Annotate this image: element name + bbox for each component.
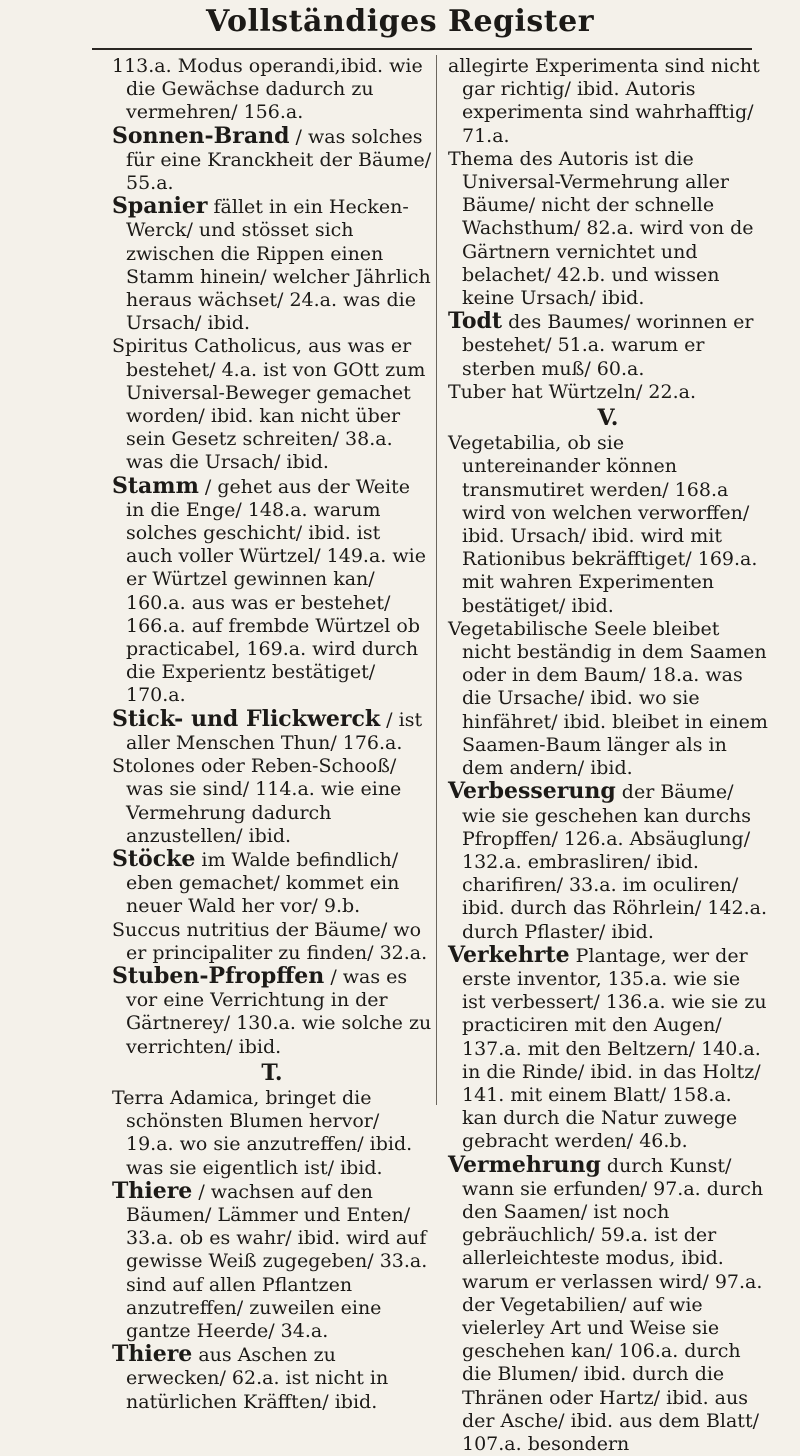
entry-text: / gehet aus der Weite in die Enge/ 148.a. warum solches geschicht/ ibid. ist auch voller Würtzel/ 149.a. wie er Würtzel gewinnen kan/ 160.a. aus was er bestehet/ 166.a. auf frembde Würtzel ob practicabel, 169.a. wird durch die Experientz bestätiget/ 170.a. <box>126 475 426 707</box>
entry-text: Stolones oder Reben-Schooß/ was sie sind/ 114.a. wie eine Vermehrung dadurch anzustellen/ ibid. <box>112 755 402 847</box>
index-entry <box>112 1177 432 1343</box>
index-entry <box>112 472 432 708</box>
entry-text: / was solches für eine Kranckheit der Bäume/ 55.a. <box>126 125 432 195</box>
index-entry <box>112 705 432 755</box>
entry-text: im Walde befindlich/ eben gemachet/ kommet ein neuer Wald her vor/ 9.b. <box>126 848 400 918</box>
entry-text: aus Aschen zu erwecken/ 62.a. ist nicht in natürlichen Kräfften/ ibid. <box>126 1344 389 1413</box>
section-letter: T. <box>261 1059 283 1086</box>
index-entry <box>112 919 432 965</box>
index-entry <box>112 1343 432 1414</box>
index-entry <box>448 381 768 404</box>
index-entry <box>112 1087 432 1180</box>
right-column <box>448 55 768 1455</box>
entry-keyword: Sonnen-Brand <box>112 122 290 149</box>
entry-text: durch Kunst/ wann sie erfunden/ 97.a. durch den Saamen/ ist noch gebräuchlich/ 59.a. ist der allerleichteste modus, ibid. warum er verlassen wird/ 97.a. der Vegetabilien/ auf wie vielerley Art und Weise sie geschehen kan/ 106.a. durch die Blumen/ ibid. durch die Thränen oder Hartz/ ibid. aus der Asche/ ibid. aus dem Blatt/ 107.a. besondern <box>462 1154 764 1455</box>
entry-keyword: Stamm <box>112 472 199 499</box>
index-entry <box>112 335 432 474</box>
column-divider <box>436 55 437 1105</box>
entry-keyword: Verbesserung <box>448 778 616 805</box>
page-header: Vollständiges Register <box>205 4 595 39</box>
left-column <box>112 55 432 1413</box>
entry-text: Succus nutritius der Bäume/ wo er principaliter zu finden/ 32.a. <box>112 918 428 964</box>
index-entry <box>112 845 432 919</box>
entry-keyword: Stöcke <box>112 845 196 872</box>
index-entry <box>448 941 768 1154</box>
entry-text: / ist aller Menschen Thun/ 176.a. <box>126 708 423 754</box>
entry-text: Spiritus Catholicus, aus was er bestehet/ 4.a. ist von GOtt zum Universal-Beweger gemachet worden/ ibid. kan nicht über sein Gesetz schreiten/ 38.a. was die Ursach/ ibid. <box>112 335 426 474</box>
index-entry <box>448 310 768 381</box>
entry-text: allegirte Experimenta sind nicht gar richtig/ ibid. Autoris experimenta sind wahrhafftig/ 71.a. <box>448 55 760 147</box>
index-entry <box>112 755 432 848</box>
entry-text: 113.a. Modus operandi,ibid. wie die Gewächse dadurch zu vermehren/ 156.a. <box>112 55 423 124</box>
index-entry <box>112 962 432 1059</box>
entry-text: / was es vor eine Verrichtung in der Gärtnerey/ 130.a. wie solche zu verrichten/ ibid. <box>126 965 432 1058</box>
entry-text: Terra Adamica, bringet die schönsten Blumen hervor/ 19.a. wo sie anzutreffen/ ibid. was sie eigentlich ist/ ibid. <box>112 1086 413 1179</box>
entry-text: der Bäume/ wie sie geschehen kan durchs Pfropffen/ 126.a. Absäuglung/ 132.a. embrasliren/ ibid. charifiren/ 33.a. im oculiren/ ibid. durch das Röhrlein/ 142.a. durch Pflaster/ ibid. <box>462 781 768 943</box>
entry-text: / wachsen auf den Bäumen/ Lämmer und Enten/ 33.a. ob es wahr/ ibid. wird auf gewisse Weiß zugegeben/ 33.a. sind auf allen Pflantzen anzutreffen/ zuweilen eine gantze Heerde/ 34.a. <box>126 1180 428 1342</box>
index-entry <box>448 432 768 618</box>
entry-keyword: Spanier <box>112 193 208 220</box>
entry-text: Thema des Autoris ist die Universal-Vermehrung aller Bäume/ nicht der schnelle Wachsthum/ 82.a. wird von de Gärtnern vernichtet und belachet/ 42.b. und wissen keine Ursach/ ibid. <box>448 147 754 310</box>
entry-text: Tuber hat Würtzeln/ 22.a. <box>448 380 696 403</box>
section-letter: V. <box>597 405 619 432</box>
entry-keyword: Thiere <box>112 1177 193 1204</box>
entry-text: fället in ein Hecken-Werck/ und stösset sich zwischen die Rippen einen Stamm hinein/ welcher Jährlich heraus wächset/ 24.a. was die Ursach/ ibid. <box>126 196 431 335</box>
entry-keyword: Verkehrte <box>448 941 570 968</box>
entry-keyword: Stuben-Pfropffen <box>112 962 325 989</box>
header-rule <box>92 48 752 50</box>
index-entry <box>448 618 768 780</box>
entry-text: Vegetabilische Seele bleibet nicht beständig in dem Saamen oder in dem Baum/ 18.a. was die Ursache/ ibid. wo sie hinfähret/ ibid. bleibet in einem Saamen-Baum länger als in dem andern/ ibid. <box>448 617 768 780</box>
entry-text: Vegetabilia, ob sie untereinander können transmutiret werden/ 168.a wird von welchen verworffen/ ibid. Ursach/ ibid. wird mit Rationibus bekräfftiget/ 169.a. mit wahren Experimenten bestätiget/ ibid. <box>448 432 758 617</box>
entry-text: des Baumes/ worinnen er bestehet/ 51.a. warum er sterben muß/ 60.a. <box>462 311 754 380</box>
entry-keyword: Todt <box>448 308 503 335</box>
entry-text: Plantage, wer der erste inventor, 135.a. wie sie ist verbessert/ 136.a. wie sie zu practiciren mit den Augen/ 137.a. mit den Beltzern/ 140.a. in die Rinde/ ibid. in das Holtz/ 141. mit einem Blatt/ 158.a. kan durch die Natur zuwege gebracht werden/ 46.b. <box>462 944 767 1153</box>
index-entry <box>448 148 768 310</box>
index-entry <box>448 1151 768 1456</box>
entry-keyword: Vermehrung <box>448 1151 601 1178</box>
index-entry <box>448 55 768 148</box>
entry-keyword: Thiere <box>112 1341 193 1368</box>
entry-keyword: Stick- und Flickwerck <box>112 705 381 732</box>
index-entry <box>112 122 432 196</box>
index-entry <box>112 195 432 335</box>
index-entry <box>448 780 768 943</box>
index-entry <box>112 55 432 125</box>
